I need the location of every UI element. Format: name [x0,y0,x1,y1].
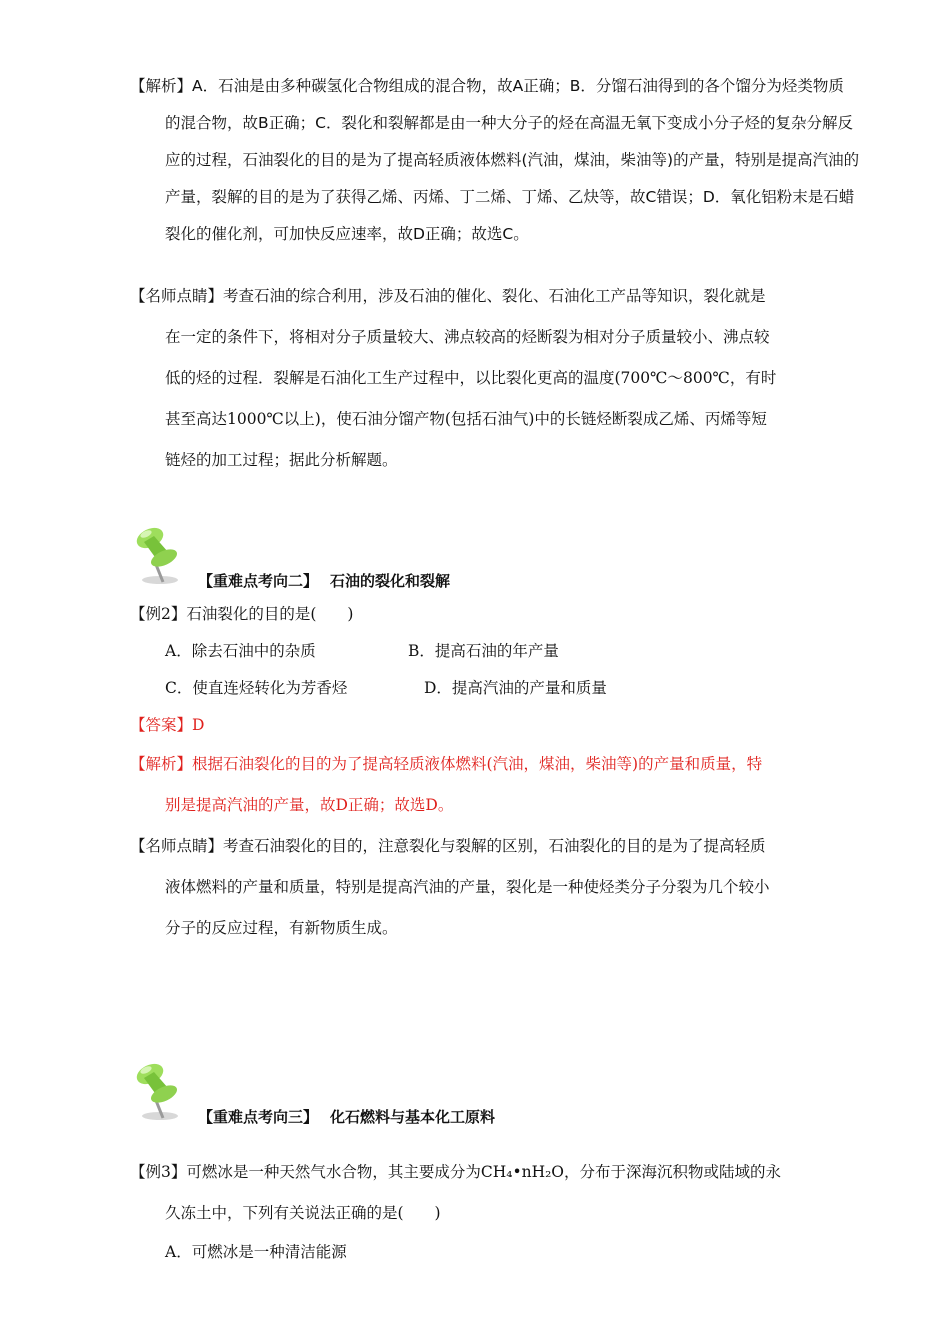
section-bracket-label: 【重难点考向二】 [198,572,319,590]
tip-line: 液体燃料的产量和质量，特别是提高汽油的产量，裂化是一种使烃类分子分裂为几个较小 [165,878,770,896]
option-b: B．提高石油的年产量 [408,642,559,660]
teacher-tip-paragraph-1 [130,276,905,481]
tip-line: 在一定的条件下，将相对分子质量较大、沸点较高的烃断裂为相对分子质量较小、沸点较 [165,328,770,346]
option-a: A．可燃冰是一种清洁能源 [165,1243,347,1261]
option-row [130,670,905,707]
analysis-line: 的混合物，故B正确；C．裂化和裂解都是由一种大分子的烃在高温无氧下变成小分子烃的复杂分解反 [165,114,853,132]
analysis-line: 【解析】A．石油是由多种碳氢化合物组成的混合物，故A正确；B．分馏石油得到的各个馏分为烃类物质 [130,77,844,95]
analysis-paragraph-1 [130,68,905,253]
example-3 [130,1152,905,1271]
analysis-line: 应的过程，石油裂化的目的是为了提高轻质液体燃料(汽油，煤油，柴油等)的产量，特别是提高汽油的 [165,151,860,169]
answer-text: 【答案】D [130,716,205,734]
option-row [130,633,905,670]
section-heading-3 [130,1058,830,1148]
question-text: 【例3】可燃冰是一种天然气水合物，其主要成分为CH₄•nH₂O，分布于深海沉积物或陆域的永 [130,1163,782,1181]
analysis-line: 裂化的催化剂，可加快反应速率，故D正确；故选C。 [165,225,529,243]
section-topic: 化石燃料与基本化工原料 [330,1108,496,1126]
option-a: A．除去石油中的杂质 [165,642,316,660]
question-text: 【例2】石油裂化的目的是( ) [130,605,354,623]
analysis-line-red: 别是提高汽油的产量，故D正确；故选D。 [165,796,454,814]
analysis-line: 产量，裂解的目的是为了获得乙烯、丙烯、丁二烯、丁烯、乙炔等，故C错误；D．氧化铝粉末是石蜡 [165,188,855,206]
section-title-3 [198,1106,495,1127]
example-2 [130,596,905,949]
question-text: 久冻土中，下列有关说法正确的是( ) [165,1204,441,1222]
option-d: D．提高汽油的产量和质量 [424,679,607,697]
green-pushpin-icon [130,522,186,592]
analysis-line-red: 【解析】根据石油裂化的目的为了提高轻质液体燃料(汽油，煤油，柴油等)的产量和质量，特 [130,755,763,773]
tip-line: 【名师点睛】考查石油裂化的目的，注意裂化与裂解的区别，石油裂化的目的是为了提高轻质 [130,837,766,855]
tip-line: 分子的反应过程，有新物质生成。 [165,919,398,937]
tip-line: 【名师点睛】考查石油的综合利用，涉及石油的催化、裂化、石油化工产品等知识，裂化就是 [130,287,766,305]
green-pushpin-icon [130,1058,186,1128]
tip-line: 低的烃的过程．裂解是石油化工生产过程中，以比裂化更高的温度(700℃～800℃，有时 [165,369,777,387]
section-title-2 [198,570,450,591]
section-topic: 石油的裂化和裂解 [330,572,451,590]
section-bracket-label: 【重难点考向三】 [198,1108,319,1126]
tip-line: 甚至高达1000℃以上)，使石油分馏产物(包括石油气)中的长链烃断裂成乙烯、丙烯等短 [165,410,767,428]
tip-line: 链烃的加工过程；据此分析解题。 [165,451,398,469]
option-c: C．使直连烃转化为芳香烃 [165,679,348,697]
